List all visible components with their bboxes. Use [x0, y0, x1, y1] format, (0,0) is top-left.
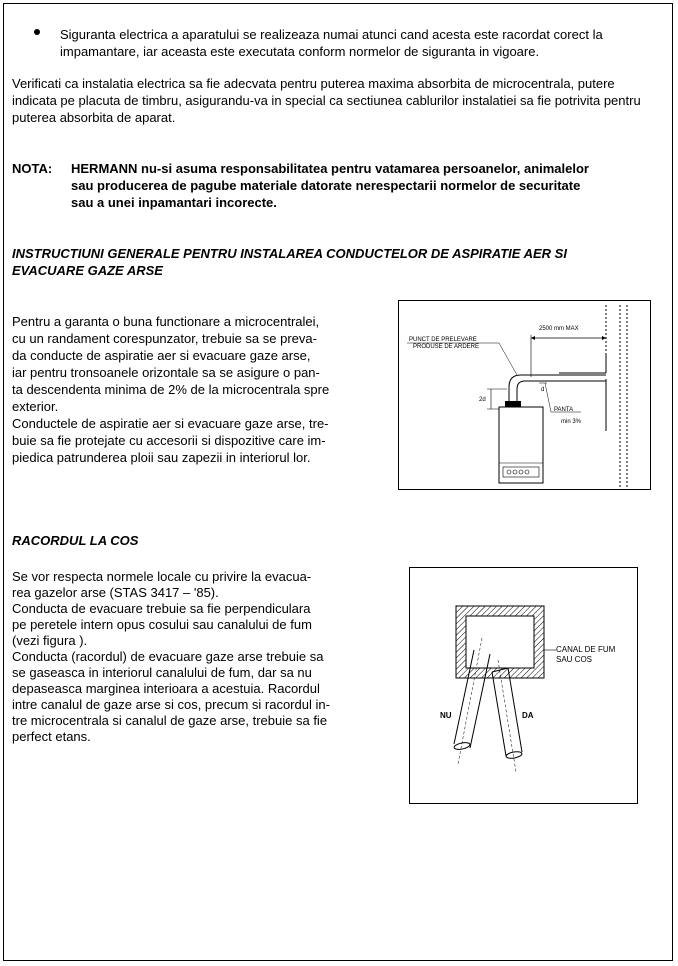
section1-line: iar pentru tronsoanele orizontale sa se asigure o pan-	[12, 365, 320, 380]
section2-line: (vezi figura ).	[12, 633, 88, 648]
figure1-label-2d: 2d	[479, 397, 486, 403]
bullet-text: Siguranta electrica a aparatului se realizeaza numai atunci cand acesta este racordat corect la impamantare, iar aceasta este executata conform normelor de siguranta in vigoare.	[60, 27, 603, 59]
section2-line: rea gazelor arse (STAS 3417 – '85).	[12, 585, 219, 600]
figure1-label-max: 2500 mm MAX	[539, 326, 579, 332]
boiler-flue-drawing	[399, 301, 652, 491]
section2-line: depaseasca marginea interioara a acestuia. Racordul	[12, 681, 320, 696]
note-line-1: HERMANN nu-si asuma responsabilitatea pentru vatamarea persoanelor, animalelor	[71, 161, 589, 176]
note-label: NOTA:	[12, 161, 53, 176]
figure2-label-da: DA	[522, 711, 534, 720]
section1-line: buie sa fie protejate cu accesorii si dispozitive care im-	[12, 433, 326, 448]
section1-line: Pentru a garanta o buna functionare a microcentralei,	[12, 314, 320, 329]
section2-line: se gaseasca in interiorul canalului de fum, dar sa nu	[12, 665, 312, 680]
section2-line: tre microcentrala si canalul de gaze arse, trebuie sa fie	[12, 713, 328, 728]
verify-paragraph: Verificati ca instalatia electrica sa fie adecvata pentru puterea maxima absorbita de microcentrala, putere indicata pe placuta de timbru, asigurandu-va in special ca sectiunea cablurilor instalatiei sa fie potrivita pentru puterea absorbita de aparat.	[12, 76, 641, 125]
section1-line: exterior.	[12, 399, 59, 414]
section2-heading: RACORDUL LA COS	[12, 533, 139, 548]
section1-line: da conducte de aspiratie aer si evacuare gaze arse,	[12, 348, 311, 363]
figure1-label-punct-1: PUNCT DE PRELEVARE	[409, 337, 477, 343]
section2-line: pe peretele intern opus cosului sau canalului de fum	[12, 617, 312, 632]
section2-line: Se vor respecta normele locale cu privire la evacua-	[12, 569, 312, 584]
figure2-label-canal-2: SAU COS	[556, 655, 593, 664]
boiler-flue-figure	[398, 300, 651, 490]
section1-line: piedica patrunderea ploii sau zapezii in interiorul lor.	[12, 450, 311, 465]
figure2-label-canal-1: CANAL DE FUM	[556, 645, 616, 654]
figure1-label-min: min 3%	[561, 419, 582, 425]
section1-heading-line-1: INSTRUCTIUNI GENERALE PENTRU INSTALAREA CONDUCTELOR DE ASPIRATIE AER SI	[12, 246, 567, 261]
section1-line: Conductele de aspiratie aer si evacuare gaze arse, tre-	[12, 416, 329, 431]
section2-line: Conducta (racordul) de evacuare gaze arse trebuie sa	[12, 649, 324, 664]
section1-heading-line-2: EVACUARE GAZE ARSE	[12, 263, 163, 278]
section1-line: cu un randament corespunzator, trebuie sa se preva-	[12, 331, 317, 346]
section1-line: ta descendenta minima de 2% de la microcentrala spre	[12, 382, 330, 397]
figure1-label-punct-2: PRODUSE DE ARDERE	[413, 344, 480, 350]
chimney-connection-figure	[409, 567, 638, 804]
figure1-label-panta: PANTA	[554, 407, 574, 413]
figure1-label-d: d	[541, 387, 545, 393]
note-line-2: sau producerea de pagube materiale datorate nerespectarii normelor de securitate	[71, 178, 581, 193]
note-line-3: sau a unei inpamantari incorecte.	[71, 195, 277, 210]
section2-line: Conducta de evacuare trebuie sa fie perpendiculara	[12, 601, 311, 616]
figure2-label-nu: NU	[440, 711, 452, 720]
bullet-dot	[34, 26, 42, 34]
section2-line: intre canalul de gaze arse si cos, precum si racordul in-	[12, 697, 330, 712]
section2-line: perfect etans.	[12, 729, 91, 744]
chimney-connection-drawing	[410, 568, 639, 805]
